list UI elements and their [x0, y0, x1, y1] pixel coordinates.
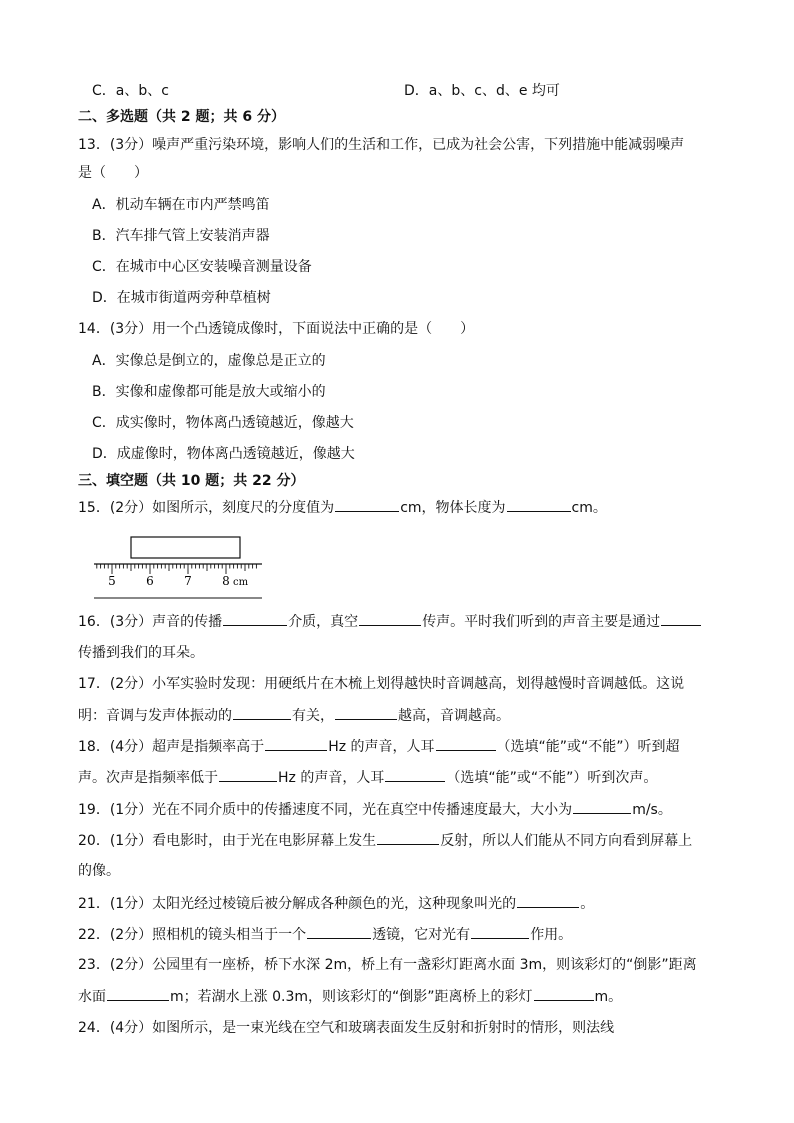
q15-blank-2[interactable]	[507, 497, 571, 512]
q22-text-1: 22．(2分）照相机的镜头相当于一个	[78, 927, 307, 943]
measured-object	[131, 537, 240, 558]
q14-option-c: C．成实像时，物体离凸透镜越近，像越大	[92, 415, 354, 431]
q13-stem-line2: 是（ ）	[78, 165, 148, 181]
q16-line2: 传播到我们的耳朵。	[78, 645, 204, 661]
ruler-unit: cm	[233, 577, 249, 588]
q19-text-1: 19．(1分）光在不同介质中的传播速度不同，光在真空中传播速度最大，大小为	[78, 802, 573, 818]
q21-text-1: 21．(1分）太阳光经过棱镜后被分解成各种颜色的光，这种现象叫光的	[78, 896, 517, 912]
ruler-ticks	[97, 564, 257, 574]
q18-blank-2[interactable]	[436, 736, 496, 751]
ruler-label-6: 6	[146, 574, 154, 588]
q17-blank-1[interactable]	[233, 705, 291, 720]
q14-stem: 14．(3分）用一个凸透镜成像时，下面说法中正确的是（ ）	[78, 321, 475, 337]
q12-option-d: D．a、b、c、d、e 均可	[404, 83, 560, 99]
q18-blank-4[interactable]	[385, 767, 445, 782]
ruler-label-5: 5	[108, 574, 116, 588]
q18-blank-3[interactable]	[219, 767, 277, 782]
q18-line1	[78, 736, 680, 757]
q13-option-a: A．机动车辆在市内严禁鸣笛	[92, 197, 270, 213]
q15-stem	[78, 497, 607, 518]
ruler-label-7: 7	[184, 574, 192, 588]
ruler-label-8: 8	[222, 574, 230, 588]
q16-text-3: 传声。平时我们听到的声音主要是通过	[422, 614, 661, 630]
q22-blank-2[interactable]	[471, 924, 529, 939]
q14-option-a: A．实像总是倒立的，虚像总是正立的	[92, 353, 326, 369]
q22-text-2: 透镜，它对光有	[372, 927, 471, 943]
section-heading-fill-in: 三、填空题（共 10 题；共 22 分）	[78, 473, 305, 489]
q16-blank-1[interactable]	[223, 611, 287, 626]
q22-text-3: 作用。	[530, 927, 573, 943]
q20-blank-1[interactable]	[377, 830, 439, 845]
q19-text-2: m/s。	[632, 802, 672, 818]
q24-line1: 24．(4分）如图所示，是一束光线在空气和玻璃表面发生反射和折射时的情形，则法线	[78, 1020, 615, 1036]
q23-text-1: 水面	[78, 989, 106, 1005]
q19-blank-1[interactable]	[573, 799, 631, 814]
q17-text-1: 明：音调与发声体振动的	[78, 708, 232, 724]
q20-text-1: 20．(1分）看电影时，由于光在电影屏幕上发生	[78, 833, 377, 849]
q14-option-d: D．成虚像时，物体离凸透镜越近，像越大	[92, 446, 355, 462]
q18-line2	[78, 767, 657, 788]
q15-text-1: 15．(2分）如图所示，刻度尺的分度值为	[78, 500, 335, 516]
q21-blank-1[interactable]	[517, 893, 579, 908]
q12-option-c: C．a、b、c	[92, 83, 169, 99]
q20-text-2: 反射，所以人们能从不同方向看到屏幕上	[440, 833, 693, 849]
q23-text-3: m。	[594, 989, 623, 1005]
q15-text-2: cm，物体长度为	[400, 500, 506, 516]
q18-text-2: Hz 的声音，人耳	[328, 739, 435, 755]
q13-option-d: D．在城市街道两旁种草植树	[92, 290, 271, 306]
q13-stem-line1: 13．(3分）噪声严重污染环境，影响人们的生活和工作，已成为社会公害，下列措施中能减弱噪声	[78, 137, 685, 153]
q21-text-2: 。	[580, 896, 595, 912]
ruler-figure	[92, 533, 272, 601]
q18-text-4: 声。次声是指频率低于	[78, 770, 218, 786]
section-heading-multiple-choice: 二、多选题（共 2 题；共 6 分）	[78, 109, 285, 125]
q17-line2	[78, 705, 510, 726]
q16-text-1: 16．(3分）声音的传播	[78, 614, 223, 630]
q23-line2	[78, 986, 622, 1007]
q16-text-2: 介质，真空	[288, 614, 359, 630]
q17-line1: 17．(2分）小军实验时发现：用硬纸片在木梳上划得越快时音调越高，划得越慢时音调越低。这说	[78, 676, 685, 692]
q18-text-1: 18．(4分）超声是指频率高于	[78, 739, 265, 755]
q20-line1	[78, 830, 692, 851]
q22-blank-1[interactable]	[307, 924, 371, 939]
q14-option-b: B．实像和虚像都可能是放大或缩小的	[92, 384, 326, 400]
q16-blank-3[interactable]	[661, 611, 701, 626]
q18-blank-1[interactable]	[265, 736, 327, 751]
q22-line1	[78, 924, 572, 945]
q18-text-5: Hz 的声音，人耳	[278, 770, 385, 786]
q17-text-2: 有关，	[292, 708, 334, 724]
q21-line1	[78, 893, 594, 914]
q13-option-c: C．在城市中心区安装噪音测量设备	[92, 259, 312, 275]
q13-option-b: B．汽车排气管上安装消声器	[92, 228, 270, 244]
q17-text-3: 越高，音调越高。	[398, 708, 510, 724]
q20-line2: 的像。	[78, 863, 120, 879]
q23-blank-2[interactable]	[534, 986, 594, 1001]
q23-line1: 23．(2分）公园里有一座桥，桥下水深 2m，桥上有一盏彩灯距离水面 3m，则该彩灯的“倒影”距离	[78, 957, 697, 973]
q23-blank-1[interactable]	[107, 986, 169, 1001]
q23-text-2: m；若湖水上涨 0.3m，则该彩灯的“倒影”距离桥上的彩灯	[170, 989, 533, 1005]
q18-text-3: （选填“能”或“不能”）听到超	[496, 739, 680, 755]
q15-text-3: cm。	[571, 500, 607, 516]
q19-line1	[78, 799, 672, 820]
q16-line1	[78, 611, 702, 632]
q16-blank-2[interactable]	[359, 611, 421, 626]
q18-text-6: （选填“能”或“不能”）听到次声。	[446, 770, 658, 786]
q15-blank-1[interactable]	[335, 497, 399, 512]
q17-blank-2[interactable]	[335, 705, 397, 720]
